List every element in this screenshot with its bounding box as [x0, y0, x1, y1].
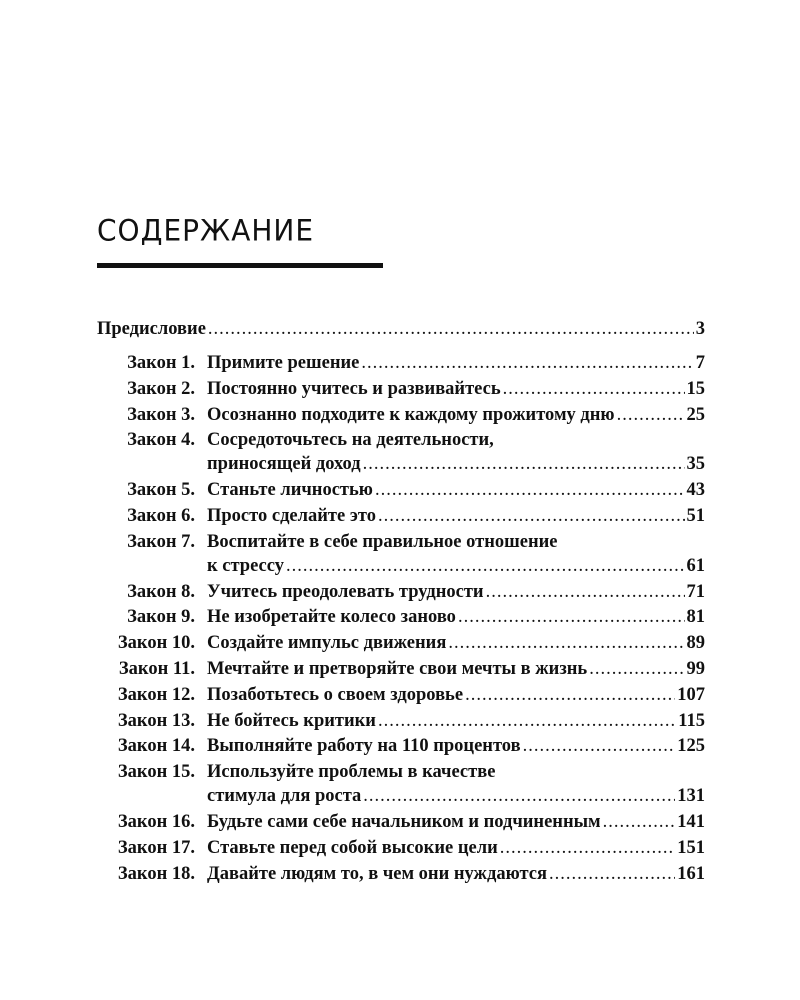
toc-page-number: 161: [677, 863, 705, 884]
dot-leader: [208, 317, 694, 343]
toc-law-number: Закон 9.: [127, 607, 195, 628]
toc-entry-title: Не бойтесь критики: [207, 710, 376, 731]
toc-law-number: Закон 13.: [117, 710, 195, 731]
toc-entry: [97, 351, 705, 377]
dot-leader: [549, 862, 675, 888]
toc-law-number: Закон 2.: [127, 378, 195, 399]
toc-page-number: 125: [677, 736, 705, 757]
dot-leader: [500, 836, 676, 862]
toc-page-number: 141: [677, 811, 705, 832]
toc-law-number: Закон 4.: [127, 430, 195, 451]
dot-leader: [503, 377, 685, 403]
toc-entry: [97, 683, 705, 709]
dot-leader: [603, 810, 676, 836]
dot-leader: [458, 605, 685, 631]
toc-page-number: 71: [686, 581, 705, 602]
title-underline: [97, 263, 383, 268]
toc-entry: [97, 734, 705, 760]
dot-leader: [363, 784, 675, 810]
dot-leader: [286, 554, 685, 580]
toc-entry-title: Воспитайте в себе правильное отношение: [207, 531, 558, 552]
toc-entry-title: Ставьте перед собой высокие цели: [207, 837, 498, 858]
toc-page-number: 3: [695, 319, 705, 339]
toc-law-number: Закон 12.: [117, 684, 195, 705]
toc-entry: [97, 709, 705, 735]
toc-page-number: 81: [686, 607, 705, 628]
toc-page-number: 35: [686, 454, 705, 475]
toc-page-number: 89: [686, 633, 705, 654]
toc-entry-title-continued: стимула для роста: [207, 786, 362, 807]
dot-leader: [523, 734, 676, 760]
toc-entry: [97, 478, 705, 504]
toc-page-number: 131: [677, 786, 705, 807]
toc-entry: [97, 810, 705, 836]
toc-entry-continuation: [97, 784, 705, 810]
toc-entry-title: Выполняйте работу на 110 процентов: [207, 736, 521, 757]
toc-entry-title: Позаботьтесь о своем здоровье: [207, 684, 464, 705]
toc-entry-title: Сосредоточьтесь на деятельности,: [207, 430, 494, 451]
toc-entry-title: Не изобретайте колесо заново: [207, 607, 456, 628]
toc-entry-title: Будьте сами себе начальником и подчиненным: [207, 811, 601, 832]
toc-entry-title: Просто сделайте это: [207, 505, 376, 526]
toc-entry-title: Давайте людям то, в чем они нуждаются: [207, 863, 547, 884]
toc-entry: [97, 760, 705, 784]
toc-entry-title-continued: приносящей доход: [207, 454, 361, 475]
toc-law-number: Закон 16.: [117, 811, 195, 832]
toc-law-number: Закон 8.: [127, 581, 195, 602]
dot-leader: [589, 657, 684, 683]
table-of-contents: [97, 317, 705, 887]
toc-law-number: Закон 5.: [127, 480, 195, 501]
toc-entry-title: Создайте импульс движения: [207, 633, 447, 654]
toc-entry-title: Осознанно подходите к каждому прожитому дню: [207, 404, 615, 425]
toc-entry: [97, 657, 705, 683]
toc-entry-title: Станьте личностью: [207, 480, 373, 501]
dot-leader: [448, 631, 684, 657]
toc-entries: [97, 351, 705, 887]
toc-law-number: Закон 3.: [127, 404, 195, 425]
toc-page-number: 151: [677, 837, 705, 858]
dot-leader: [378, 504, 685, 530]
toc-entry: [97, 631, 705, 657]
toc-law-number: Закон 7.: [127, 531, 195, 552]
toc-law-number: Закон 11.: [118, 658, 195, 679]
toc-entry-title: Используйте проблемы в качестве: [207, 762, 496, 783]
toc-law-number: Закон 15.: [117, 762, 195, 783]
dot-leader: [361, 351, 693, 377]
toc-page-number: 115: [678, 710, 705, 731]
toc-law-number: Закон 17.: [117, 837, 195, 858]
toc-entry-title: Учитесь преодолевать трудности: [207, 581, 484, 602]
toc-law-number: Закон 6.: [127, 505, 195, 526]
toc-entry: [97, 504, 705, 530]
toc-page-number: 43: [686, 480, 705, 501]
dot-leader: [375, 478, 685, 504]
dot-leader: [363, 452, 685, 478]
toc-entry: [97, 377, 705, 403]
toc-entry-title: Предисловие: [97, 319, 206, 339]
toc-entry-title: Постоянно учитесь и развивайтесь: [207, 378, 501, 399]
dot-leader: [617, 403, 685, 429]
toc-entry-title: Примите решение: [207, 353, 360, 373]
toc-entry-title: Мечтайте и претворяйте свои мечты в жизнь: [207, 658, 588, 679]
toc-law-number: Закон 1.: [127, 353, 195, 373]
toc-page-number: 61: [686, 555, 705, 576]
toc-page-number: 15: [686, 378, 705, 399]
toc-entry: [97, 605, 705, 631]
toc-law-number: Закон 10.: [117, 633, 195, 654]
toc-entry-preface: [97, 317, 705, 351]
dot-leader: [465, 683, 675, 709]
toc-page-number: 7: [695, 353, 705, 373]
dot-leader: [486, 580, 685, 606]
toc-entry: [97, 836, 705, 862]
toc-entry-continuation: [97, 554, 705, 580]
toc-entry-title-continued: к стрессу: [207, 555, 284, 576]
toc-page-number: 99: [686, 658, 705, 679]
toc-entry: [97, 428, 705, 452]
toc-page-number: 107: [677, 684, 705, 705]
toc-law-number: Закон 14.: [117, 736, 195, 757]
toc-entry: [97, 862, 705, 888]
toc-entry-continuation: [97, 452, 705, 478]
toc-entry: [97, 580, 705, 606]
toc-page-number: 25: [686, 404, 705, 425]
toc-entry: [97, 403, 705, 429]
toc-law-number: Закон 18.: [117, 863, 195, 884]
toc-entry: [97, 530, 705, 554]
page-title: СОДЕРЖАНИЕ: [97, 213, 315, 248]
toc-page-number: 51: [686, 505, 705, 526]
dot-leader: [378, 709, 676, 735]
